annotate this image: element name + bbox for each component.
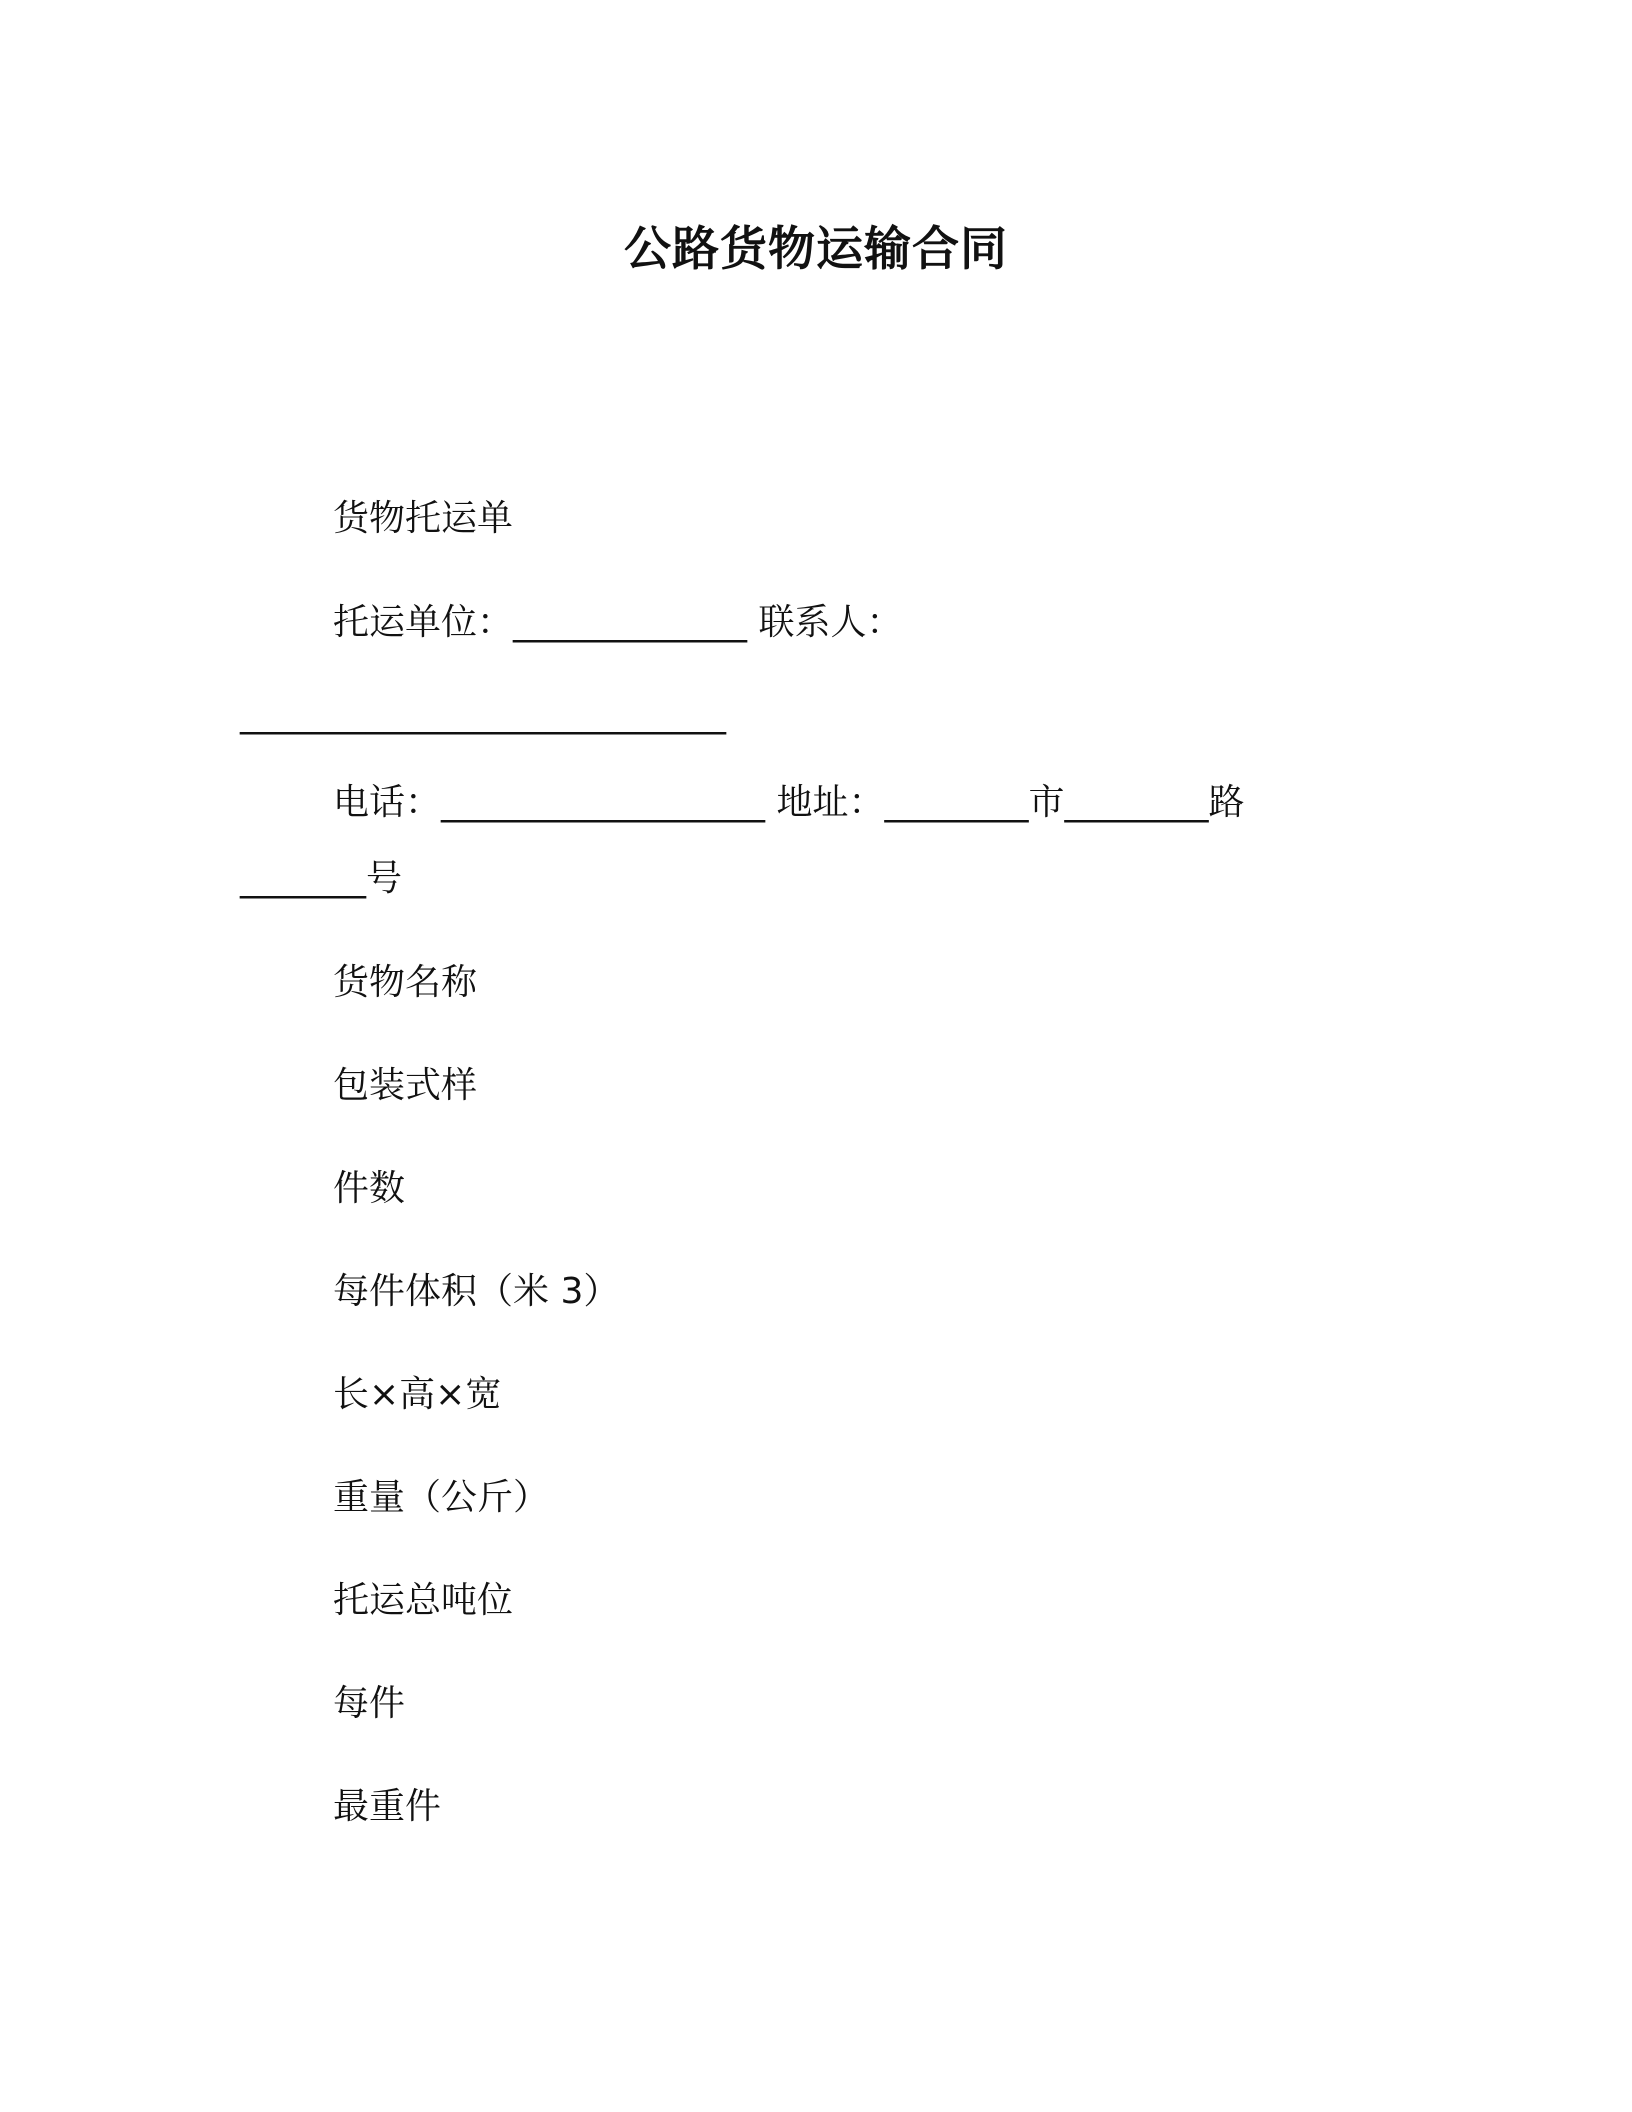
- line-contact-blank: ___________________________: [240, 694, 726, 735]
- line-total-tonnage: 托运总吨位: [333, 1580, 514, 1621]
- line-weight: 重量（公斤）: [333, 1477, 550, 1518]
- line-heaviest-piece: 最重件: [333, 1786, 442, 1827]
- line-address-number: _______号: [240, 858, 403, 899]
- line-packaging: 包装式样: [333, 1065, 478, 1106]
- line-dimensions: 长×高×宽: [333, 1374, 502, 1415]
- section-heading-consignment-note: 货物托运单: [333, 498, 514, 539]
- line-shipper-contact: 托运单位：_____________ 联系人：: [333, 602, 903, 643]
- line-piece-count: 件数: [333, 1168, 406, 1209]
- document-title: 公路货物运输合同: [624, 222, 1008, 277]
- line-phone-address: 电话：__________________ 地址：________市________路: [333, 782, 1245, 823]
- line-per-piece: 每件: [333, 1683, 406, 1724]
- line-volume-per-piece: 每件体积（米 3）: [333, 1271, 620, 1312]
- line-goods-name: 货物名称: [333, 962, 478, 1003]
